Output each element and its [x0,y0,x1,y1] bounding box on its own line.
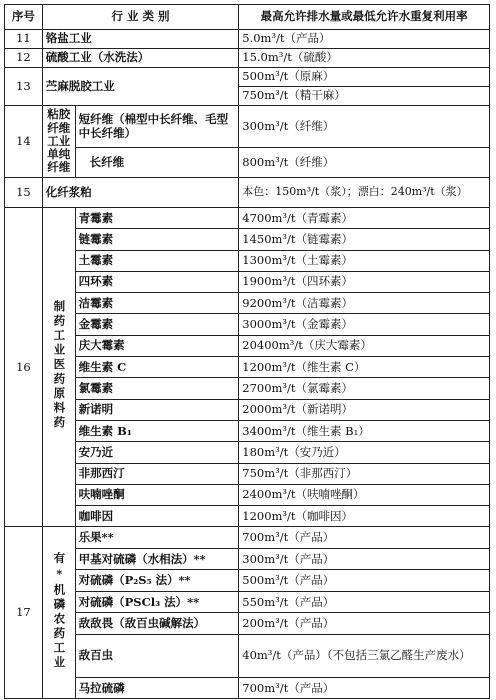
limit-cell: 750m³/t（精干麻） [239,87,490,106]
limit-cell: 550m³/t（产品） [239,591,490,613]
table-row [5,250,490,271]
table-row [5,378,490,399]
table-row [5,506,490,527]
limit-cell: 4700m³/t（青霉素） [239,208,490,229]
item-name-cell: 金霉素 [75,314,239,335]
limit-cell: 300m³/t（产品） [239,548,490,570]
item-name-cell: 庆大霉素 [75,335,239,356]
limit-cell: 15.0m³/t（硫酸） [239,49,490,68]
limit-cell: 2700m³/t（氯霉素） [239,378,490,399]
item-name-cell: 新诺明 [75,399,239,420]
limit-cell: 700m³/t（产品） [239,527,490,549]
table-row [5,357,490,378]
table-row [5,178,490,208]
item-name-cell: 马拉硫磷 [75,677,239,699]
industry-cell: 苎麻脱胶工业 [42,68,238,106]
limit-cell: 本色：150m³/t（浆）；漂白：240m³/t（浆） [239,178,490,208]
header-row [5,5,490,30]
limit-cell: 700m³/t（产品） [239,677,490,699]
table-row [5,677,490,699]
limit-cell: 3400m³/t（维生素 B₁） [239,420,490,441]
limit-cell: 20400m³/t（庆大霉素） [239,335,490,356]
item-name-cell: 氯霉素 [75,378,239,399]
row-no: 12 [5,49,43,68]
limit-cell: 200m³/t（产品） [239,613,490,635]
row-no: 11 [5,30,43,49]
item-name-cell: 非那西汀 [75,463,239,484]
table-row [5,442,490,463]
item-name-cell: 咖啡因 [75,506,239,527]
table-row [5,49,490,68]
limit-cell: 40m³/t（产品）（不包括三氯乙醛生产废水） [239,634,490,677]
limit-cell: 1900m³/t（四环素） [239,271,490,292]
header-no: 序号 [5,5,43,30]
table-row [5,484,490,505]
item-name-cell: 乐果** [75,527,239,549]
row-no: 13 [5,68,43,106]
limit-cell: 1200m³/t（维生素 C） [239,357,490,378]
item-name-cell: 安乃近 [75,442,239,463]
item-name-cell: 链霉素 [75,229,239,250]
row-no: 17 [5,527,43,699]
limit-cell: 3000m³/t（金霉素） [239,314,490,335]
limit-cell: 9200m³/t（洁霉素） [239,293,490,314]
industry-cell: 铬盐工业 [42,30,238,49]
item-name-cell: 青霉素 [75,208,239,229]
group-label: 制药工业医药原料药 [52,300,67,431]
industry-cell: 粘胶纤维工业单纯纤维 [42,106,75,178]
item-name-cell: 维生素 B₁ [75,420,239,441]
group-cell [42,527,75,699]
table-row [5,208,490,229]
header-limit: 最高允许排水量或最低允许水重复利用率 [239,5,490,30]
group-cell [42,208,75,527]
sub-industry-cell: 长纤维 [75,148,239,178]
table-row [5,30,490,49]
limit-cell: 1300m³/t（土霉素） [239,250,490,271]
table-row [5,68,490,87]
table-row [5,463,490,484]
item-name-cell: 甲基对硫磷（水相法）** [75,548,239,570]
item-name-cell: 对硫磷（PSCl₃ 法）** [75,591,239,613]
row-no: 16 [5,208,43,527]
table-row [5,148,490,178]
item-name-cell: 土霉素 [75,250,239,271]
table-row [5,570,490,592]
table-row [5,335,490,356]
table-row [5,548,490,570]
table-row [5,271,490,292]
item-name-cell: 洁霉素 [75,293,239,314]
table-row [5,591,490,613]
row-no: 15 [5,178,43,208]
limit-cell: 500m³/t（产品） [239,570,490,592]
limit-cell: 1200m³/t（咖啡因） [239,506,490,527]
sub-industry-cell: 短纤维（棉型中长纤维、毛型中长纤维） [75,106,239,148]
table-row [5,399,490,420]
item-name-cell: 四环素 [75,271,239,292]
group-label: 有*机磷农药工业 [52,552,67,671]
discharge-standard-table [4,4,490,699]
table-row [5,613,490,635]
row-no: 14 [5,106,43,178]
table-row [5,106,490,148]
limit-cell: 750m³/t（非那西汀） [239,463,490,484]
limit-cell: 500m³/t（原麻） [239,68,490,87]
table-row [5,229,490,250]
limit-cell: 5.0m³/t（产品） [239,30,490,49]
item-name-cell: 维生素 C [75,357,239,378]
item-name-cell: 呋喃唑酮 [75,484,239,505]
limit-cell: 800m³/t（纤维） [239,148,490,178]
table-row [5,527,490,549]
industry-cell: 化纤浆粕 [42,178,238,208]
table-row [5,634,490,677]
table-row [5,293,490,314]
item-name-cell: 敌百虫 [75,634,239,677]
limit-cell: 300m³/t（纤维） [239,106,490,148]
industry-cell: 硫酸工业（水洗法） [42,49,238,68]
limit-cell: 2000m³/t（新诺明） [239,399,490,420]
limit-cell: 1450m³/t（链霉素） [239,229,490,250]
limit-cell: 180m³/t（安乃近） [239,442,490,463]
limit-cell: 2400m³/t（呋喃唑酮） [239,484,490,505]
item-name-cell: 对硫磷（P₂S₅ 法）** [75,570,239,592]
table-row [5,420,490,441]
header-industry: 行 业 类 别 [42,5,238,30]
item-name-cell: 敌敌畏（敌百虫碱解法） [75,613,239,635]
table-row [5,314,490,335]
